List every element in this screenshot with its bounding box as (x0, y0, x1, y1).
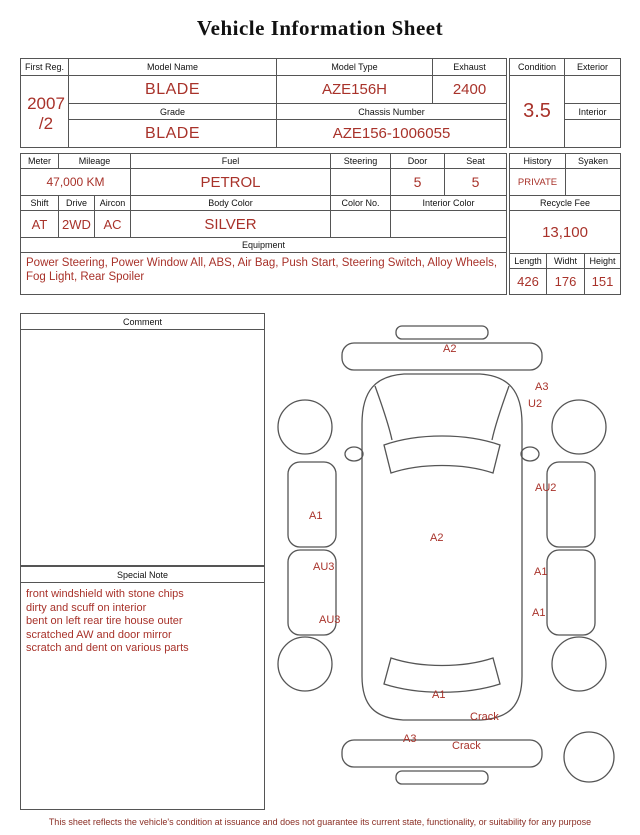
comment-box (20, 313, 265, 566)
special-note-line: bent on left rear tire house outer (26, 615, 183, 627)
damage-label: A1 (532, 607, 546, 619)
value-drive: 2WD (59, 211, 95, 238)
damage-label: A1 (432, 689, 446, 701)
special-note-content (21, 583, 264, 661)
damage-label: U2 (528, 398, 543, 410)
wheel-rear-right (552, 637, 606, 691)
value-chassis-number: AZE156-1006055 (277, 120, 507, 148)
damage-label: AU2 (535, 482, 557, 494)
value-mileage: 47,000 KM (21, 169, 131, 196)
car-body-outline (362, 374, 522, 720)
value-equipment: Power Steering, Power Window All, ABS, Air Bag, Push Start, Steering Switch, Alloy Wheels, Fog Light, Rear Spoiler (21, 253, 507, 295)
label-aircon: Aircon (95, 196, 131, 211)
comment-header: Comment (21, 314, 264, 330)
value-condition: 3.5 (510, 76, 565, 148)
damage-label: A2 (430, 532, 444, 544)
label-model-type: Model Type (277, 59, 433, 76)
damage-label: AU3 (313, 561, 335, 573)
value-height: 151 (585, 269, 621, 295)
label-shift: Shift (21, 196, 59, 211)
right-front-door-panel (547, 462, 595, 547)
damage-label: A3 (403, 733, 417, 745)
value-exterior (565, 76, 621, 104)
value-fuel: PETROL (131, 169, 331, 196)
value-model-type: AZE156H (277, 76, 433, 104)
value-interior-color (391, 211, 507, 238)
windshield (384, 436, 500, 473)
front-bumper (342, 343, 542, 370)
damage-label: Crack (470, 711, 499, 723)
mirror-right (521, 447, 539, 461)
label-interior-color: Interior Color (391, 196, 507, 211)
label-height: Height (585, 254, 621, 269)
label-meter: Meter (21, 154, 59, 169)
disclaimer-text: This sheet reflects the vehicle's condition at issuance and does not guarantee its current state, functionality, or suitability for any purpose (48, 817, 592, 827)
special-note-line: front windshield with stone chips (26, 588, 184, 600)
damage-label: A1 (309, 510, 323, 522)
label-fuel: Fuel (131, 154, 331, 169)
label-first-reg: First Reg. (21, 59, 69, 76)
value-width: 176 (547, 269, 585, 295)
value-recycle-fee: 13,100 (510, 211, 621, 254)
right-rear-door-panel (547, 550, 595, 635)
value-interior (565, 120, 621, 148)
wheel-front-right (552, 400, 606, 454)
value-steering (331, 169, 391, 196)
wheel-front-left (278, 400, 332, 454)
condition-table (509, 58, 621, 148)
value-length: 426 (510, 269, 547, 295)
car-damage-diagram (263, 316, 620, 810)
fee-dimension-table (509, 153, 621, 295)
value-color-no (331, 211, 391, 238)
damage-label: AU3 (319, 614, 341, 626)
value-aircon: AC (95, 211, 131, 238)
special-note-header: Special Note (21, 567, 264, 583)
value-body-color: SILVER (131, 211, 331, 238)
value-syaken (566, 169, 621, 196)
label-grade: Grade (69, 104, 277, 120)
label-model-name: Model Name (69, 59, 277, 76)
value-door: 5 (391, 169, 445, 196)
value-seat: 5 (445, 169, 507, 196)
value-model-name: BLADE (69, 76, 277, 104)
special-note-line: scratch and dent on various parts (26, 642, 189, 654)
mirror-left (345, 447, 363, 461)
page-title: Vehicle Information Sheet (196, 16, 444, 40)
damage-label: A3 (535, 381, 549, 393)
value-history: PRIVATE (510, 169, 566, 196)
rear-window (384, 658, 500, 692)
label-chassis-number: Chassis Number (277, 104, 507, 120)
label-mileage: Mileage (59, 154, 131, 169)
label-width: Widht (547, 254, 585, 269)
special-note-box (20, 566, 265, 810)
label-recycle-fee: Recycle Fee (510, 196, 621, 211)
label-door: Door (391, 154, 445, 169)
label-drive: Drive (59, 196, 95, 211)
main-identity-table (20, 58, 507, 148)
label-exterior: Exterior (565, 59, 621, 76)
value-exhaust: 2400 (433, 76, 507, 104)
label-syaken: Syaken (566, 154, 621, 169)
special-note-line: dirty and scuff on interior (26, 601, 147, 614)
label-seat: Seat (445, 154, 507, 169)
label-color-no: Color No. (331, 196, 391, 211)
first-reg-month: /2 (38, 113, 54, 133)
hood-crease-right (492, 386, 509, 440)
value-shift: AT (21, 211, 59, 238)
detail-table (20, 153, 507, 295)
value-grade: BLADE (69, 120, 277, 148)
left-front-door-panel (288, 462, 336, 547)
wheel-rear-left (278, 637, 332, 691)
rear-bumper (342, 740, 542, 767)
front-garnish (396, 326, 488, 339)
first-reg-year: 2007 (27, 93, 65, 113)
label-condition: Condition (510, 59, 565, 76)
spare-wheel (564, 732, 614, 782)
damage-label: A1 (534, 566, 548, 578)
label-history: History (510, 154, 566, 169)
label-steering: Steering (331, 154, 391, 169)
value-first-reg (21, 76, 69, 148)
damage-label: A2 (443, 343, 457, 355)
hood-crease-left (375, 386, 392, 440)
label-exhaust: Exhaust (433, 59, 507, 76)
label-interior: Interior (565, 104, 621, 120)
rear-garnish (396, 771, 488, 784)
damage-label: Crack (452, 740, 481, 752)
special-note-line: scratched AW and door mirror (26, 628, 172, 641)
label-body-color: Body Color (131, 196, 331, 211)
label-length: Length (510, 254, 547, 269)
label-equipment: Equipment (21, 238, 507, 253)
